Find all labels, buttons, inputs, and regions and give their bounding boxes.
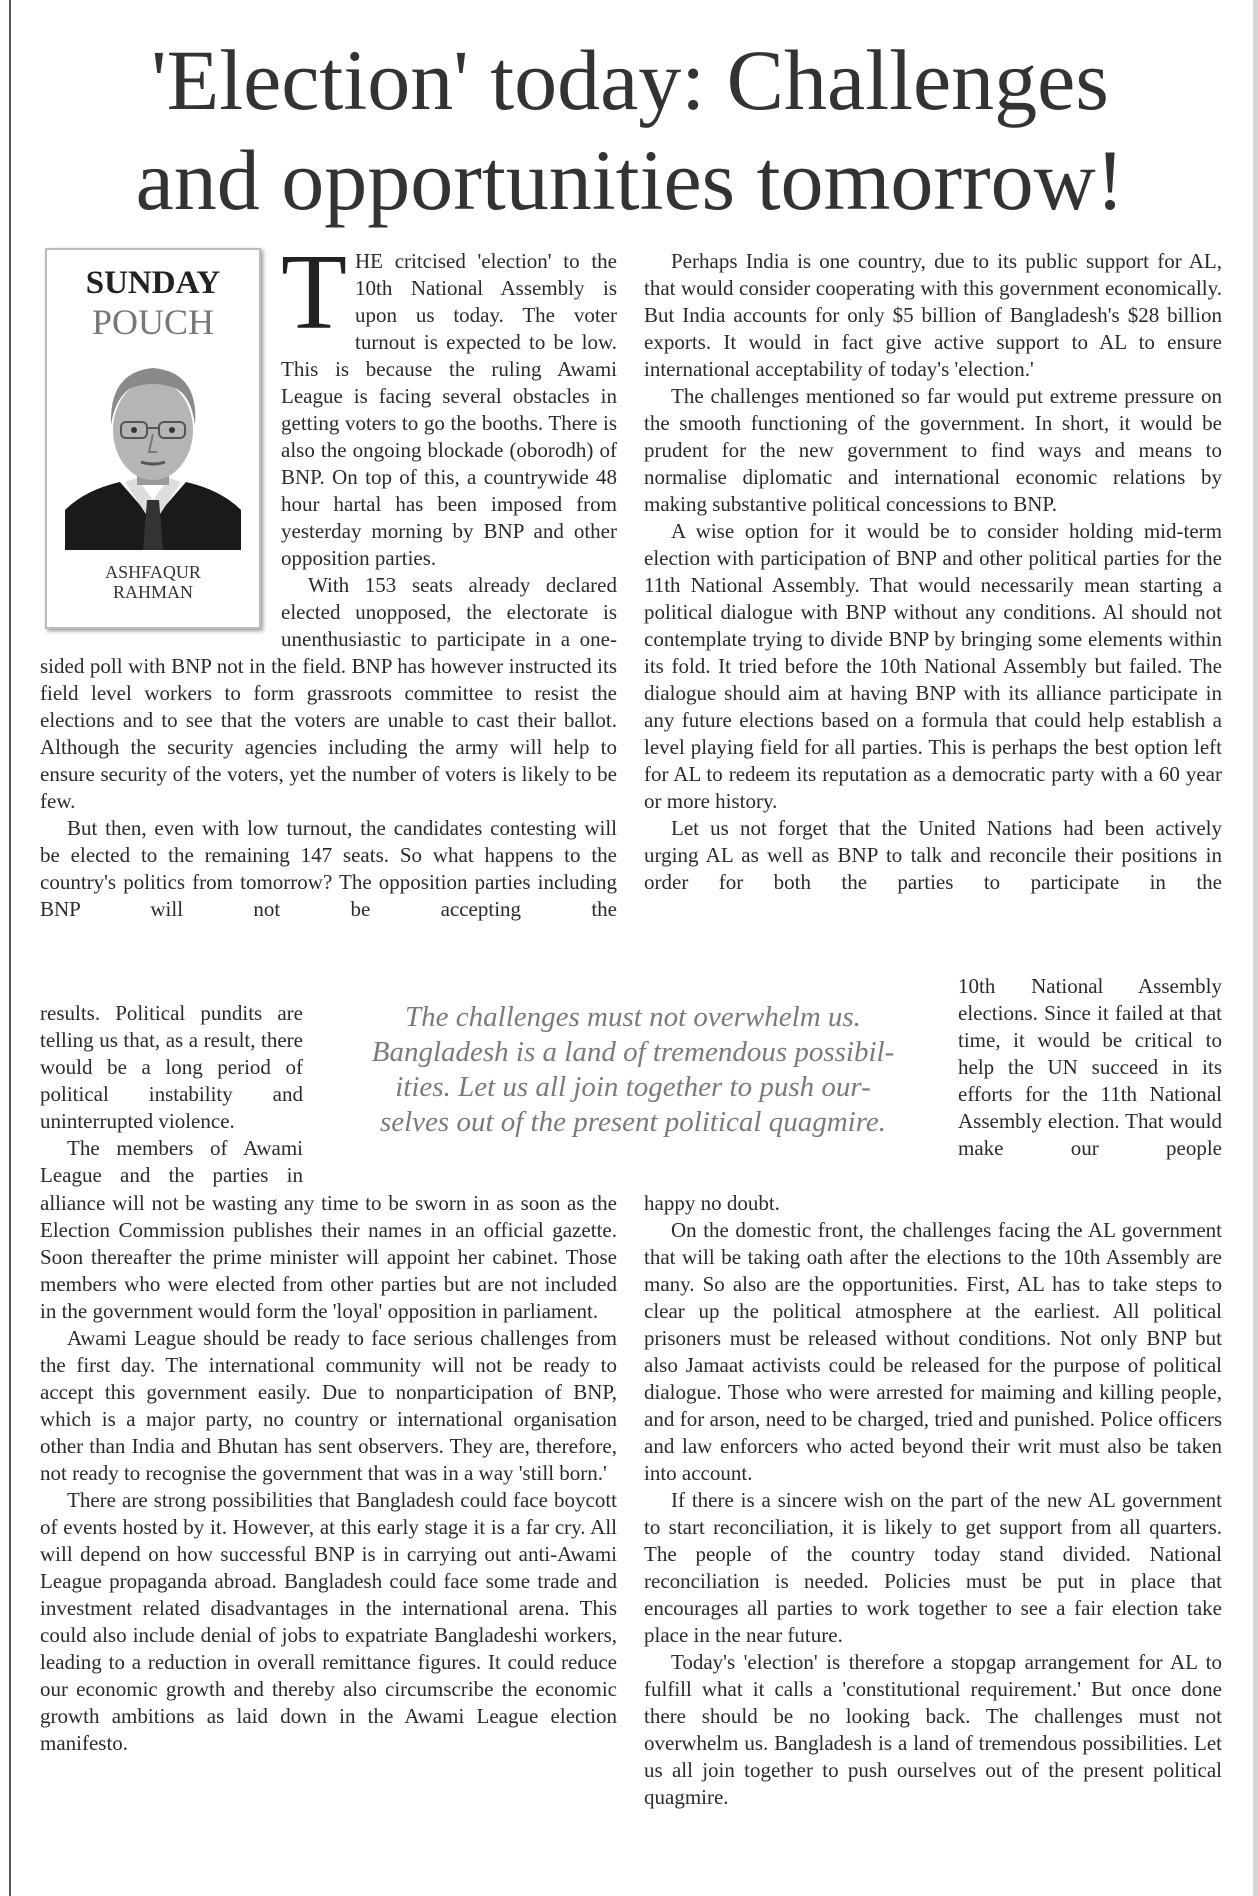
column-name-pouch: POUCH <box>91 302 215 342</box>
paragraph: Today's 'election' is therefore a stopgap arrangement for AL to fulfill what it calls a 'constitutional requirement.' But once done there should be no looking back. The challenges must not overwhelm us. Bangladesh is a land of tremendous possibilities. Let us all join together to push ourselves out of the present political quagmire. <box>644 1650 1222 1809</box>
paragraph: alliance will not be wasting any time to be sworn in as soon as the Election Commission publishes their names in an official gazette. Soon thereafter the prime minister will appoint her cabinet. Those members who were elected from other parties but are not included in the government would form the 'loyal' opposition in parliament. <box>40 1191 617 1323</box>
pull-quote <box>308 1000 958 1140</box>
paragraph: Perhaps India is one country, due to its public support for AL, that would consider cooperating with this government economically. But India accounts for only $5 billion of Bangladesh's $28 billion exports. It would in fact give active support to AL to ensure international acceptability of today's 'election.' <box>644 249 1222 381</box>
paragraph: On the domestic front, the challenges facing the AL government that will be taking oath after the elections to the 10th Assembly are many. So also are the opportunities. First, AL has to take steps to clear up the political atmosphere at the earliest. All political prisoners must be released without conditions. Not only BNP but also Jamaat activists could be released for the purpose of political dialogue. Those who were arrested for maiming and killing people, and for arson, need to be charged, tried and punished. Police officers and law enforcers who acted beyond their writ must also be taken into account. <box>644 1218 1222 1485</box>
paragraph: With 153 seats already declared elected unopposed, the electorate is unenthusiastic to participate in a one-sided poll with BNP not in the field. BNP has however instructed its field level workers to form grassroots committee to resist the elections and to see that the voters are unable to cast their ballot. Although the security agencies including the army will help to ensure security of the voters, yet the number of voters is likely to be few. <box>40 573 617 813</box>
right-column-bottom <box>644 1190 1222 1811</box>
right-column-top <box>644 248 1222 896</box>
right-column-narrow <box>958 973 1222 1162</box>
drop-cap: T <box>281 233 347 352</box>
paragraph: results. Political pundits are telling us that, as a result, there would be a long period of political instability and uninterrupted violence. <box>40 1001 303 1133</box>
paragraph: A wise option for it would be to consider holding mid-term election with participation of BNP and other political parties for the 11th National Assembly. That would necessarily mean starting a political dialogue with BNP without any conditions. Al should not contemplate trying to divide BNP by bringing some elements within its fold. It tried before the 10th National Assembly but failed. The dialogue should aim at having BNP with its alliance participate in any future elections based on a formula that could help establish a level playing field for all parties. This is perhaps the best option left for AL to redeem its reputation as a democratic party with a 60 year or more history. <box>644 519 1222 813</box>
page-right-edge <box>1253 0 1258 1896</box>
author-name <box>47 562 259 602</box>
paragraph: Let us not forget that the United Nations had been actively urging AL as well as BNP to talk and reconcile their positions in order for both the parties to participate in the <box>644 816 1222 894</box>
left-column-bottom <box>40 1190 617 1757</box>
author-first-name: ASHFAQUR <box>105 562 201 582</box>
paragraph: If there is a sincere wish on the part of the new AL government to start reconciliation, it is likely to get support from all quarters. The people of the country today stand divided. National reconciliation is needed. Policies must be put in place that encourages all parties to work together to see a fair election take place in the near future. <box>644 1488 1222 1647</box>
paragraph: But then, even with low turnout, the candidates contesting will be elected to the remaining 147 seats. So what happens to the country's politics from tomorrow? The opposition parties including BNP will not be accepting the <box>40 816 617 921</box>
pull-quote-line: selves out of the present political quagmire. <box>379 1106 887 1138</box>
headline-line-1: 'Election' today: Challenges <box>151 32 1109 128</box>
paragraph: The members of Awami League and the parties in <box>40 1136 303 1187</box>
paragraph: The challenges mentioned so far would put extreme pressure on the smooth functioning of the government. In short, it would be prudent for the new government to find ways and means to normalise diplomatic and international economic relations by making substantive political concessions to BNP. <box>644 384 1222 516</box>
paragraph: There are strong possibilities that Bangladesh could face boycott of events hosted by it. However, at this early stage it is a far cry. All will depend on how successful BNP is in carrying out anti-Awami League propaganda abroad. Bangladesh could face some trade and investment related disadvantages in the international arena. This could also include denial of jobs to expatriate Bangladeshi workers, leading to a reduction in overall remittance figures. It could reduce our economic growth and thereby also circumscribe the economic growth ambitions as laid down in the Awami League election manifesto. <box>40 1488 617 1755</box>
author-photo <box>65 350 241 550</box>
paragraph: HE critcised 'election' to the 10th National Assembly is upon us today. The voter turnout is expected to be low. This is because the ruling Awami League is facing several obstacles in getting voters to go the booths. There is also the ongoing blockade (oborodh) of BNP. On top of this, a countrywide 48 hour hartal has been imposed from yesterday morning by BNP and other opposition parties. <box>281 249 617 570</box>
page-left-rule <box>9 0 11 1896</box>
author-box <box>45 248 261 629</box>
headline-line-2: and opportunities tomorrow! <box>135 132 1125 228</box>
pull-quote-line: The challenges must not overwhelm us. <box>405 1001 861 1033</box>
pull-quote-line: Bangladesh is a land of tremendous possibil- <box>371 1036 895 1068</box>
headline <box>30 30 1230 230</box>
author-last-name: RAHMAN <box>112 582 193 602</box>
pull-quote-line: ities. Let us all join together to push our- <box>395 1071 871 1103</box>
column-name-sunday: SUNDAY <box>85 265 221 301</box>
left-column-narrow <box>40 1000 303 1189</box>
left-column-top <box>40 233 617 923</box>
paragraph: happy no doubt. <box>644 1191 780 1215</box>
paragraph: Awami League should be ready to face serious challenges from the first day. The international community will not be ready to accept this government easily. Due to nonparticipation of BNP, which is a major party, no country or international organisation other than India and Bhutan has sent observers. They are, therefore, not ready to recognise the government that was in a way 'still born.' <box>40 1326 617 1485</box>
paragraph: 10th National Assembly elections. Since it failed at that time, it would be critical to help the UN succeed in its efforts for the 11th National Assembly election. That would make our people <box>958 974 1222 1160</box>
